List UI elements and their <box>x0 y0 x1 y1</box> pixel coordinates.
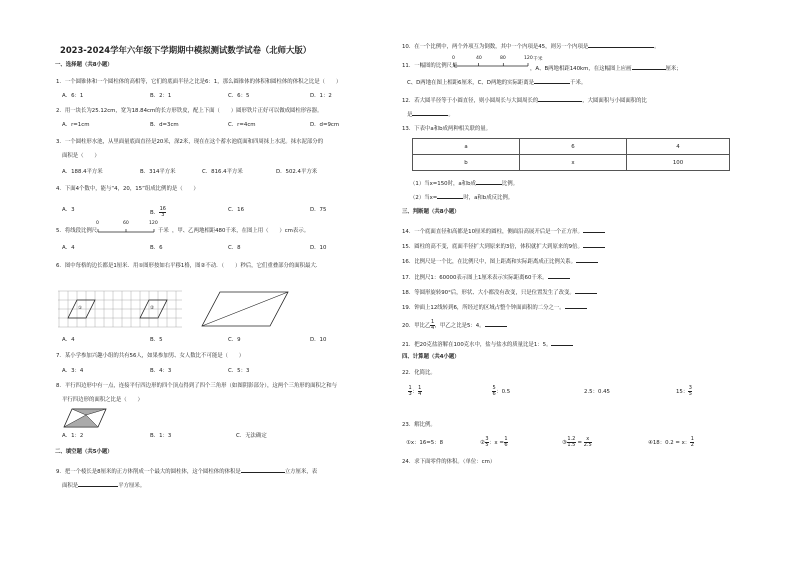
q2-option-d: D．d=9cm <box>310 122 340 128</box>
question-17: 17．比例尺1：60000表示图上1厘米表示实际距离60千米。 <box>402 272 570 282</box>
q6-option-c: C．9 <box>228 337 241 343</box>
question-11-lead: 11．一幅图的比例尺是 <box>402 63 458 69</box>
question-5-tail: ，甲、乙两地相距480千米，在图上用（ ）cm表示。 <box>172 228 310 234</box>
question-13-2: （2）当x= 时，a和b成反比例。 <box>410 192 513 202</box>
q5-option-b: B．6 <box>150 245 163 251</box>
q5-scale-60: 60 <box>123 221 129 226</box>
question-2: 2．用一块长为25.12cm，宽为18.84cm的长方形铁皮，配上下面（ ）圆形铁片正好可以做成圆柱形容器。 <box>56 108 323 114</box>
q11-scale-unit: 千米 <box>533 57 543 62</box>
question-4: 4．下面4个数中，能与“4，20，15”组成比例的是（ ） <box>56 186 199 192</box>
q11-scale-40: 40 <box>476 56 482 61</box>
q4-option-d: D．75 <box>310 207 327 213</box>
table-cell: x <box>520 155 627 171</box>
table-row <box>413 139 730 155</box>
q2-option-c: C．r=4cm <box>228 122 256 128</box>
q22-item-4: 15： $\frac{3}{5}$ <box>676 385 692 397</box>
q11-scale-120: 120 <box>524 56 533 61</box>
q11-scale-bar <box>452 56 530 70</box>
q6-option-b: B．5 <box>150 337 163 343</box>
table-cell: b <box>413 155 520 171</box>
q6-option-d: D．10 <box>310 337 327 343</box>
question-5-lead: 5．将线段比例尺 <box>56 228 98 234</box>
q4-option-b-fraction: $\frac{16}{3}$ <box>159 206 166 218</box>
q5-scale-120: 120 <box>149 221 158 226</box>
section-fill-heading: 二、填空题（共5小题） <box>55 449 113 455</box>
question-18: 18．等圆形旋转90°后，形状、大小都没有改变，只是位置发生了改变。 <box>402 287 597 297</box>
q8-option-a: A．1：2 <box>62 433 84 439</box>
q2-option-a: A．r=1cm <box>62 122 90 128</box>
q11-scale-0: 0 <box>452 56 455 61</box>
q7-option-b: B．4：3 <box>150 368 172 374</box>
question-15: 15．圆柱的高不变，底面半径扩大到原来的3倍，体积就扩大到原来的9倍。 <box>402 241 605 251</box>
q7-option-c: C．5：3 <box>228 368 250 374</box>
section-calc-heading: 四、计算题（共4小题） <box>402 354 460 360</box>
q4-option-a: A．3 <box>62 207 75 213</box>
q4-option-b: B． $\frac{16}{3}$ <box>150 206 166 218</box>
q1-option-b: B．2：1 <box>150 93 172 99</box>
table-cell: 6 <box>520 139 627 155</box>
q1-option-d: D．1：2 <box>310 93 332 99</box>
question-12-line1: 12．若大圆半径等于小圆直径，则小圆周长与大圆周长的 ，大圆面积与小圆面积的比 <box>402 95 647 105</box>
q18-blank <box>575 287 597 294</box>
question-12-line2: 是 。 <box>407 109 454 119</box>
section-choice-heading: 一、选择题（共8小题） <box>55 62 113 68</box>
q4-option-c: C．16 <box>228 207 245 213</box>
q8-parallelogram-figure <box>62 407 108 429</box>
q23-item-3: ③ $\frac{1.2}{1.5}$ = $\frac{x}{2.5}$ <box>562 436 592 448</box>
question-8-line1: 8．平行四边形中有一点，连接平行四边形的四个顶点得到了四个三角形（如图阴影部分），这两个三角形的面积之和与 <box>56 383 338 389</box>
q3-option-c: C．816.4平方米 <box>202 169 243 175</box>
q1-option-a: A．6：1 <box>62 93 84 99</box>
q23-item-1: ①x：16=5：8 <box>406 440 444 446</box>
q2-option-b: B．d=3cm <box>150 122 179 128</box>
q9-blank-2 <box>78 480 118 487</box>
question-8-line2: 平行四边形的面积之比是（ ） <box>62 397 143 403</box>
q22-item-1: $\frac{1}{3}$ ： $\frac{1}{4}$ <box>408 385 422 397</box>
q23-item-2: ② $\frac{3}{5}$ ：x = $\frac{1}{6}$ <box>480 436 508 448</box>
q5-scale-0: 0 <box>96 221 99 226</box>
question-7: 7．某小学参加兴趣小组的共有56人，如果参加男、女人数比不可能是（ ） <box>56 353 245 359</box>
section-judge-heading: 三、判断题（共8小题） <box>402 209 460 215</box>
q12-blank-1 <box>538 95 582 102</box>
q12-blank-2 <box>412 109 448 116</box>
q5-option-a: A．4 <box>62 245 75 251</box>
question-3-line2: 面积是（ ） <box>62 153 100 159</box>
q5-option-c: C．8 <box>228 245 241 251</box>
q20-fraction: $\frac{1}{4}$ <box>430 319 435 331</box>
question-3-line1: 3．一个圆柱形水池，从里面量底面直径是20米，深2米，现在在这个蓄水池底面和四周抹上水泥。抹水泥部分的 <box>56 139 324 145</box>
q6-shape-2-label: ② <box>150 306 155 311</box>
q3-option-a: A．188.4平方米 <box>62 169 103 175</box>
question-19: 19．钟面上12线转到6，所经过的区域占整个钟面面积的二分之一。 <box>402 302 587 312</box>
q16-blank <box>576 256 598 263</box>
question-9-line2: 面积是 平方厘米。 <box>62 480 145 490</box>
q8-option-b: B．1：3 <box>150 433 172 439</box>
q10-blank <box>588 41 654 48</box>
question-10: 10．在一个比例中，两个外项互为倒数，其中一个内项是45，则另一个内项是 。 <box>402 41 660 51</box>
q3-option-d: D．502.4平方米 <box>276 169 318 175</box>
q1-option-c: C．6：5 <box>228 93 250 99</box>
question-13-1: （1）当x=150时，a和b成 比例。 <box>410 178 518 188</box>
q7-option-a: A．3：4 <box>62 368 84 374</box>
q5-option-d: D．10 <box>310 245 327 251</box>
table-cell: 100 <box>627 155 730 171</box>
q8-option-c: C．无法确定 <box>236 433 267 439</box>
q14-blank <box>583 226 605 233</box>
table-cell: 4 <box>627 139 730 155</box>
q21-blank <box>551 339 573 346</box>
page-title: 2023-2024学年六年级下学期期中模拟测试数学试卷（北师大版） <box>60 45 312 55</box>
q23-item-4: ④18：0.2 = x： $\frac{1}{2}$ <box>648 436 694 448</box>
question-23: 23．解比例。 <box>402 422 436 428</box>
q22-item-3: 2.5：0.45 <box>584 389 610 395</box>
q11-scale-80: 80 <box>500 56 506 61</box>
q6-option-a: A．4 <box>62 337 75 343</box>
q3-option-b: B．314平方米 <box>140 169 176 175</box>
q6-shape-1-label: ① <box>78 306 83 311</box>
table-cell: a <box>413 139 520 155</box>
question-11-mid: ，A、B两地相距140km，在这幅图上应画 厘米； <box>530 63 682 73</box>
question-21: 21．把20克盐溶解在100克水中，盐与盐水的质量比是1：5。 <box>402 339 573 349</box>
q15-blank <box>583 241 605 248</box>
q22-item-2: $\frac{5}{6}$ ：0.5 <box>492 385 511 397</box>
q13-table <box>412 138 730 171</box>
q9-blank-1 <box>241 466 285 473</box>
q19-blank <box>565 302 587 309</box>
q17-blank <box>548 272 570 279</box>
question-11-line2: C、D两地在图上相距6厘米，C、D两地的实际距离是 千米。 <box>407 77 586 87</box>
question-16: 16．比例尺是一个比，在比例尺中，图上距离和实际距离成正比例关系。 <box>402 256 598 266</box>
question-13: 13．下表中a和b成两种相关联的量。 <box>402 126 492 132</box>
q6-parallelogram-figure <box>196 288 292 330</box>
q11-blank-1 <box>632 63 666 70</box>
question-1: 1．一个圆锥体和一个圆柱体的高相等，它们的底面半径之比是6：1，那么圆锥体的体积和圆柱体的体积之比是（ ） <box>56 79 342 85</box>
question-14: 14．一个底面直径和高都是10厘米的圆柱，侧面沿高展开后是一个正方形。 <box>402 226 605 236</box>
question-9-line1: 9．把一个棱长是8厘米的正方体削成一个最大的圆柱体，这个圆柱体的体积是 立方厘米，表 <box>56 466 317 476</box>
question-6: 6．图中每格的边长都是1厘米．用①图形按如右平移1格，图②不动．（ ）秒后，它们重叠部分的面积最大． <box>56 263 322 269</box>
q13-2-blank <box>437 192 463 199</box>
table-row <box>413 155 730 171</box>
question-20: 20．甲比乙 $\frac{1}{4}$ ，甲乙之比是5：4。 <box>402 320 507 331</box>
question-24: 24．求下面零件的体积。（单位：cm） <box>402 459 496 465</box>
question-22: 22．化简比。 <box>402 370 436 376</box>
q20-blank <box>485 320 507 327</box>
q5-scale-unit: 千米 <box>158 228 169 234</box>
q13-1-blank <box>476 178 502 185</box>
q11-blank-2 <box>534 77 570 84</box>
q6-grid-figure <box>58 290 182 328</box>
